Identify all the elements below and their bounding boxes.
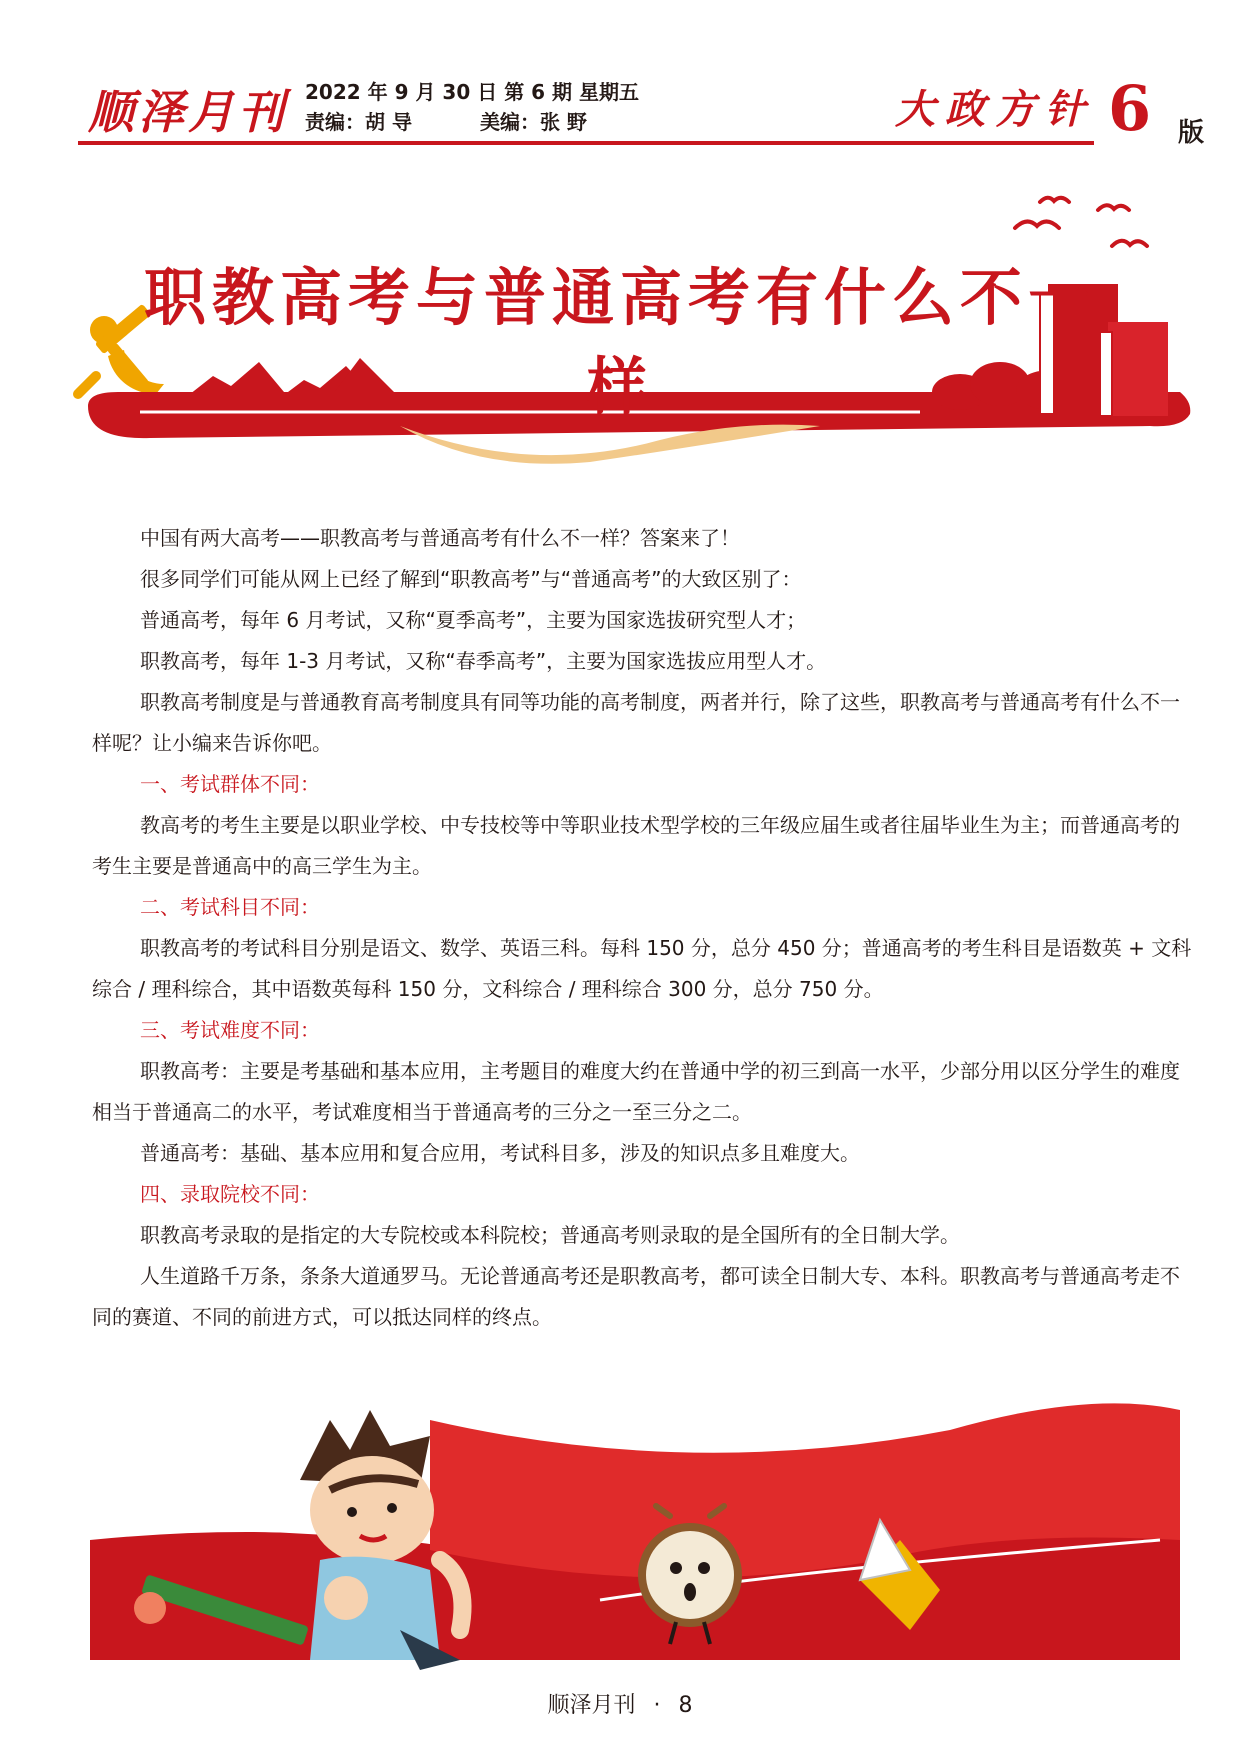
section-heading: 四、录取院校不同： bbox=[140, 1182, 320, 1206]
header-rule bbox=[78, 141, 1094, 145]
paragraph: 人生道路千万条，条条大道通罗马。无论普通高考还是职教高考，都可读全日制大专、本科。职教高考与普通高考走不同的赛道、不同的前进方式，可以抵达同样的终点。 bbox=[92, 1264, 1180, 1329]
section-heading: 二、考试科目不同： bbox=[140, 895, 320, 919]
footer-publication: 顺泽月刊 bbox=[547, 1693, 636, 1718]
paragraph: 普通高考，每年 6 月考试，又称“夏季高考”，主要为国家选拔研究型人才； bbox=[140, 608, 807, 632]
art-editor-label: 美编：张 野 bbox=[479, 110, 587, 134]
article-body bbox=[92, 518, 1192, 1338]
editor-credits bbox=[305, 106, 587, 135]
paragraph: 普通高考：基础、基本应用和复合应用，考试科目多，涉及的知识点多且难度大。 bbox=[140, 1141, 860, 1165]
page-footer bbox=[0, 1688, 1240, 1719]
article-headline: 职教高考与普通高考有什么不一样 bbox=[143, 261, 1096, 423]
footer-separator: · bbox=[653, 1693, 661, 1718]
masthead-title: 顺泽月刊 bbox=[88, 85, 288, 139]
issue-date: 2022 年 9 月 30 日 第 6 期 星期五 bbox=[305, 80, 639, 104]
section-heading: 一、考试群体不同： bbox=[140, 772, 320, 796]
paragraph: 很多同学们可能从网上已经了解到“职教高考”与“普通高考”的大致区别了： bbox=[140, 567, 802, 591]
paragraph: 职教高考的考试科目分别是语文、数学、英语三科。每科 150 分，总分 450 分；普通高考的考生科目是语数英 + 文科综合 / 理科综合，其中语数英每科 150 分，文科综合 / 理科综合 300 分，总分 750 分。 bbox=[92, 936, 1192, 1001]
editor-label: 责编：胡 导 bbox=[305, 110, 412, 134]
birds-icon bbox=[1015, 198, 1147, 246]
paragraph: 职教高考制度是与普通教育高考制度具有同等功能的高考制度，两者并行，除了这些，职教高考与普通高考有什么不一样呢？让小编来告诉你吧。 bbox=[92, 690, 1180, 755]
paragraph: 职教高考，每年 1-3 月考试，又称“春季高考”，主要为国家选拔应用型人才。 bbox=[140, 649, 827, 673]
edition-word: 版 bbox=[1178, 118, 1205, 148]
section-heading: 三、考试难度不同： bbox=[140, 1018, 320, 1042]
column-title: 大政方针 bbox=[895, 86, 1095, 133]
bottom-illustration bbox=[0, 1340, 1240, 1670]
paragraph: 职教高考录取的是指定的大专院校或本科院校；普通高考则录取的是全国所有的全日制大学。 bbox=[140, 1223, 960, 1247]
edition-number: 6 bbox=[1108, 72, 1152, 145]
paragraph: 职教高考：主要是考基础和基本应用，主考题目的难度大约在普通中学的初三到高一水平，少部分用以区分学生的难度相当于普通高二的水平，考试难度相当于普通高考的三分之一至三分之二。 bbox=[92, 1059, 1180, 1124]
page-number: 8 bbox=[678, 1693, 693, 1718]
paragraph: 教高考的考生主要是以职业学校、中专技校等中等职业技术型学校的三年级应届生或者往届毕业生为主；而普通高考的考生主要是普通高中的高三学生为主。 bbox=[92, 813, 1180, 878]
paragraph: 中国有两大高考——职教高考与普通高考有什么不一样？答案来了！ bbox=[140, 526, 740, 550]
